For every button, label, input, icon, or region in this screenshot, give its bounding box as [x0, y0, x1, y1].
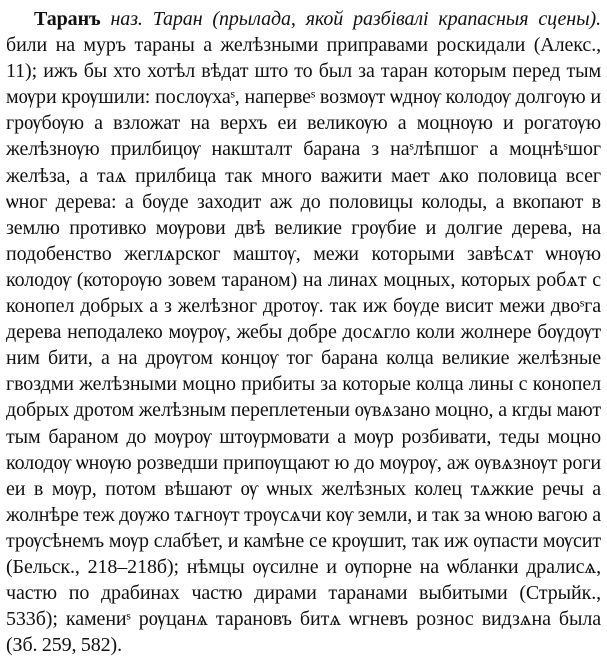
source-citation-1: (Алекс., 11);	[6, 34, 601, 83]
entry-headword: Таранъ	[34, 8, 101, 30]
source-citation-4: (Зб. 259, 582).	[6, 634, 123, 657]
entry-gloss: Таран (прылада, якой разбівалі крапасныя сцены).	[152, 8, 601, 30]
source-citation-3: (Стрыйк., 533б);	[6, 582, 601, 631]
source-citation-2: (Бельск., 218–218б);	[6, 555, 179, 578]
quotation-2: ижъ бы хто хотѣл вѣдат што то был за таран которым перед тым мѹри крѹшили: послѹхаˢ, напервеˢ возмѹт ѡднѹ колодѹ долгѹю и грѹбѹю а взложат на верхъ еи великѹю а мοцнѹю и рогатѹю желѣзнѹю прилбицѹ накшталт барана з наˢлѣпшог а моцнѣˢшог желѣза, а таѧ прилбица так много важити мает ѧко половица всег ѡног дерева: а бѹде заходит аж до половицы колоды, а вкопают в землю противко мѹрови двѣ великие грѹбие и долгие дерева, на подобенство жеглѧрског маштѹ, межи которыми завѣсѧт ѡнѹю колодѹ (которѹю зовем тараном) на линах моцных, которых робѧт с конопел добрых а з желѣзног дротѹ. так иж бѹде висит межи двоˢга дерева неподалеко мѹрѹ, жебы добре досѧгло коли жолнере бѹдѹт ним бити, а на дрѹгом концѹ тог барана колца великие желѣзные гвоздми желѣзными мοцно прибиты за которые колца лины с конопел добрых дротом желѣзным переплетеныи ѹвѧзано моцно, а кгды мают тым бараном до мѹрѹ штѹрмовати а мѹр розбивати, теды моцно колодѹ ѡнѹю розведши припѹщают ю до мѹрѹ, аж ѹвѧзнѹт роги еи в мѹр, потом вѣшают ѹ ѡных желѣзных колец тѧжкие речы а жолнѣре теж дѹжо тѧгнѹт трѹсѧчи кѹ земли, и так за ѡною вагою а трѹсѣнемъ мѹр слабѣет, и камѣне се крѹшит, так иж ѹпасти мѹсит	[6, 60, 601, 552]
quotation-3: нѣмцы ѹсилне и ѹпорне на ѡбланки дралисѧ, частю по драбинах частю дирами таранами выбитыми	[6, 555, 601, 605]
quotation-4: камениˢ рѹцанѧ тарановъ битѧ ѡгневъ рознос видзѧна была	[65, 608, 601, 631]
part-of-speech: наз.	[110, 8, 143, 30]
dictionary-entry-taran	[6, 6, 601, 658]
quotation-1: били на муръ тараны а желѣзными приправами роскидали	[6, 34, 526, 57]
